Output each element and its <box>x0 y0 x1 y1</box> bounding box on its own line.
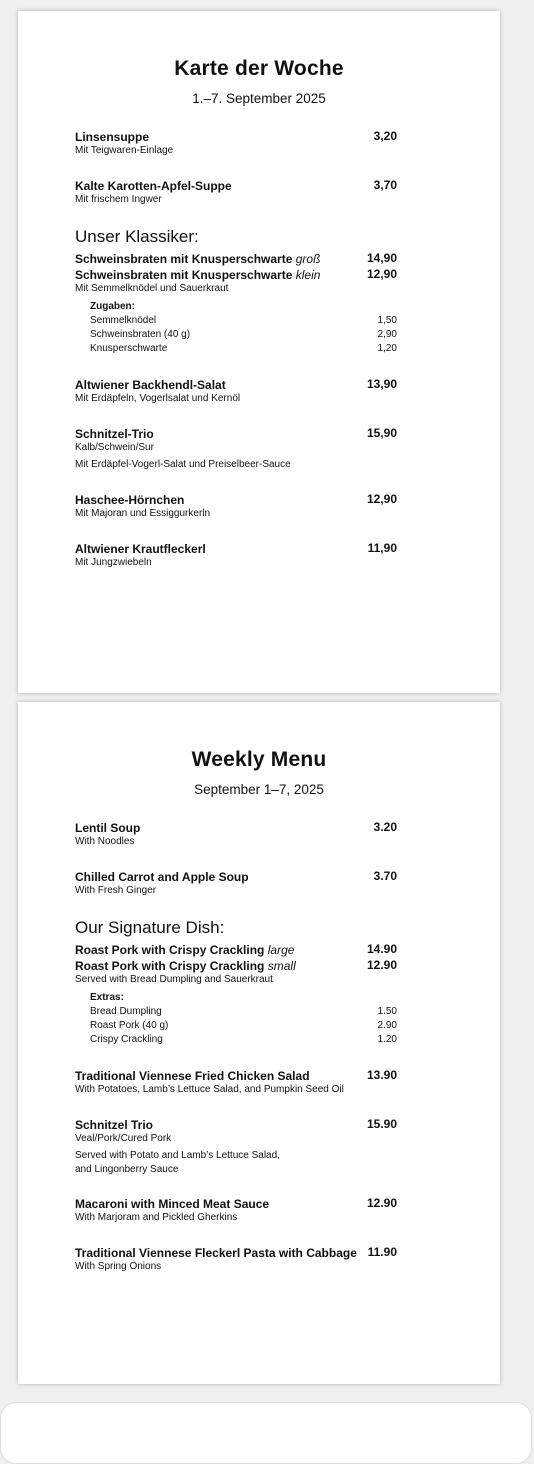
item-price: 15,90 <box>366 426 397 440</box>
item-description: Served with Bread Dumpling and Sauerkraut <box>75 974 273 985</box>
item-name: Schweinsbraten mit Knusperschwarte <box>75 252 293 266</box>
extra-name: Roast Pork (40 g) <box>90 1020 169 1031</box>
extra-name: Semmelknödel <box>90 315 157 326</box>
item-price: 14.90 <box>366 942 397 956</box>
item-name: Altwiener Backhendl-Salat <box>75 378 226 392</box>
menu-page-english <box>18 702 500 1384</box>
item-name: Traditional Viennese Fleckerl Pasta with Cabbage <box>75 1246 357 1260</box>
menu-item <box>75 819 397 849</box>
menu-item <box>75 540 397 570</box>
extras-list <box>90 991 397 1047</box>
size-label: large <box>267 943 295 957</box>
size-label: small <box>267 959 296 973</box>
item-description: Mit Erdäpfeln, Vogerlsalat und Kernöl <box>75 393 241 404</box>
item-name: Macaroni with Minced Meat Sauce <box>75 1197 270 1211</box>
item-description: Served with Potato and Lamb’s Lettuce Salad, <box>75 1150 280 1161</box>
item-description: With Fresh Ginger <box>75 885 157 896</box>
item-name: Lentil Soup <box>75 821 141 835</box>
extra-item <box>90 1005 397 1019</box>
item-description: With Spring Onions <box>75 1261 162 1272</box>
extras-list <box>90 300 397 356</box>
item-price: 11.90 <box>367 1245 397 1259</box>
item-description: Veal/Pork/Cured Pork <box>75 1133 172 1144</box>
section-heading: Unser Klassiker: <box>75 227 199 246</box>
item-description: Mit Semmelknödel und Sauerkraut <box>75 283 229 294</box>
size-label: groß <box>295 252 321 266</box>
menu-item <box>75 177 397 207</box>
item-description: With Potatoes, Lamb’s Lettuce Salad, and Pumpkin Seed Oil <box>75 1084 344 1095</box>
item-price: 3,20 <box>373 129 397 143</box>
item-name: Kalte Karotten-Apfel-Suppe <box>75 179 232 193</box>
item-name: Altwiener Krautfleckerl <box>75 542 206 556</box>
item-description: With Noodles <box>75 836 135 847</box>
date-range: 1.–7. September 2025 <box>192 91 326 106</box>
item-description: Mit Jungzwiebeln <box>75 557 152 568</box>
bottom-sheet <box>0 1402 532 1464</box>
item-name: Schweinsbraten mit Knusperschwarte <box>75 268 293 282</box>
item-name: Chilled Carrot and Apple Soup <box>75 870 249 884</box>
item-price: 11,90 <box>367 541 397 555</box>
extra-item <box>90 314 397 328</box>
extra-name: Schweinsbraten (40 g) <box>90 329 191 340</box>
extra-name: Knusperschwarte <box>90 343 168 354</box>
item-description: Mit frischem Ingwer <box>75 194 162 205</box>
item-name: Roast Pork with Crispy Crackling <box>75 943 265 957</box>
item-price: 12.90 <box>366 1196 397 1210</box>
item-name: Roast Pork with Crispy Crackling <box>75 959 265 973</box>
classic-item <box>75 941 397 987</box>
item-description: With Marjoram and Pickled Gherkins <box>75 1212 238 1223</box>
item-price: 3,70 <box>373 178 397 192</box>
menu-item <box>75 376 397 406</box>
item-price: 12,90 <box>366 492 397 506</box>
extra-price: 2,90 <box>377 329 397 340</box>
extras-heading: Zugaben: <box>90 301 135 312</box>
extra-price: 1,20 <box>377 343 397 354</box>
extra-name: Bread Dumpling <box>90 1006 162 1017</box>
menu-item <box>75 1067 397 1097</box>
item-name: Haschee-Hörnchen <box>75 493 185 507</box>
item-description: Mit Majoran und Essiggurkerln <box>75 508 211 519</box>
item-description: Kalb/Schwein/Sur <box>75 442 154 453</box>
menu-item <box>75 868 397 898</box>
date-range: September 1–7, 2025 <box>194 782 324 797</box>
item-description: Mit Erdäpfel-Vogerl-Salat und Preiselbeer-Sauce <box>75 459 291 470</box>
item-name: Traditional Viennese Fried Chicken Salad <box>75 1069 310 1083</box>
item-price: 13.90 <box>366 1068 397 1082</box>
item-description: Mit Teigwaren-Einlage <box>75 145 174 156</box>
menu-item <box>75 128 397 158</box>
menu-item <box>75 1244 397 1274</box>
page-title: Karte der Woche <box>174 57 344 80</box>
menu-page-german <box>18 11 500 693</box>
page-title: Weekly Menu <box>191 748 327 771</box>
classic-item <box>75 250 397 296</box>
extra-item <box>90 342 397 356</box>
section-heading: Our Signature Dish: <box>75 918 225 937</box>
extra-item <box>90 1019 397 1033</box>
item-price: 15.90 <box>366 1117 397 1131</box>
extra-price: 1,50 <box>377 315 397 326</box>
extra-item <box>90 1033 397 1047</box>
menu-item <box>75 1116 397 1177</box>
item-price: 14,90 <box>366 251 397 265</box>
extras-heading: Extras: <box>90 992 124 1003</box>
extra-item <box>90 328 397 342</box>
extra-name: Crispy Crackling <box>90 1034 163 1045</box>
size-label: klein <box>295 268 321 282</box>
item-price: 3.70 <box>373 869 397 883</box>
item-name: Schnitzel-Trio <box>75 427 154 441</box>
extra-price: 1.20 <box>377 1034 397 1045</box>
item-price: 12.90 <box>366 958 397 972</box>
item-name: Schnitzel Trio <box>75 1118 154 1132</box>
item-price: 3.20 <box>373 820 397 834</box>
item-description: and Lingonberry Sauce <box>75 1164 179 1175</box>
item-price: 13,90 <box>366 377 397 391</box>
extra-price: 1.50 <box>377 1006 397 1017</box>
extra-price: 2.90 <box>377 1020 397 1031</box>
item-name: Linsensuppe <box>75 130 150 144</box>
menu-item <box>75 491 397 521</box>
menu-item <box>75 425 397 472</box>
item-price: 12,90 <box>366 267 397 281</box>
menu-item <box>75 1195 397 1225</box>
